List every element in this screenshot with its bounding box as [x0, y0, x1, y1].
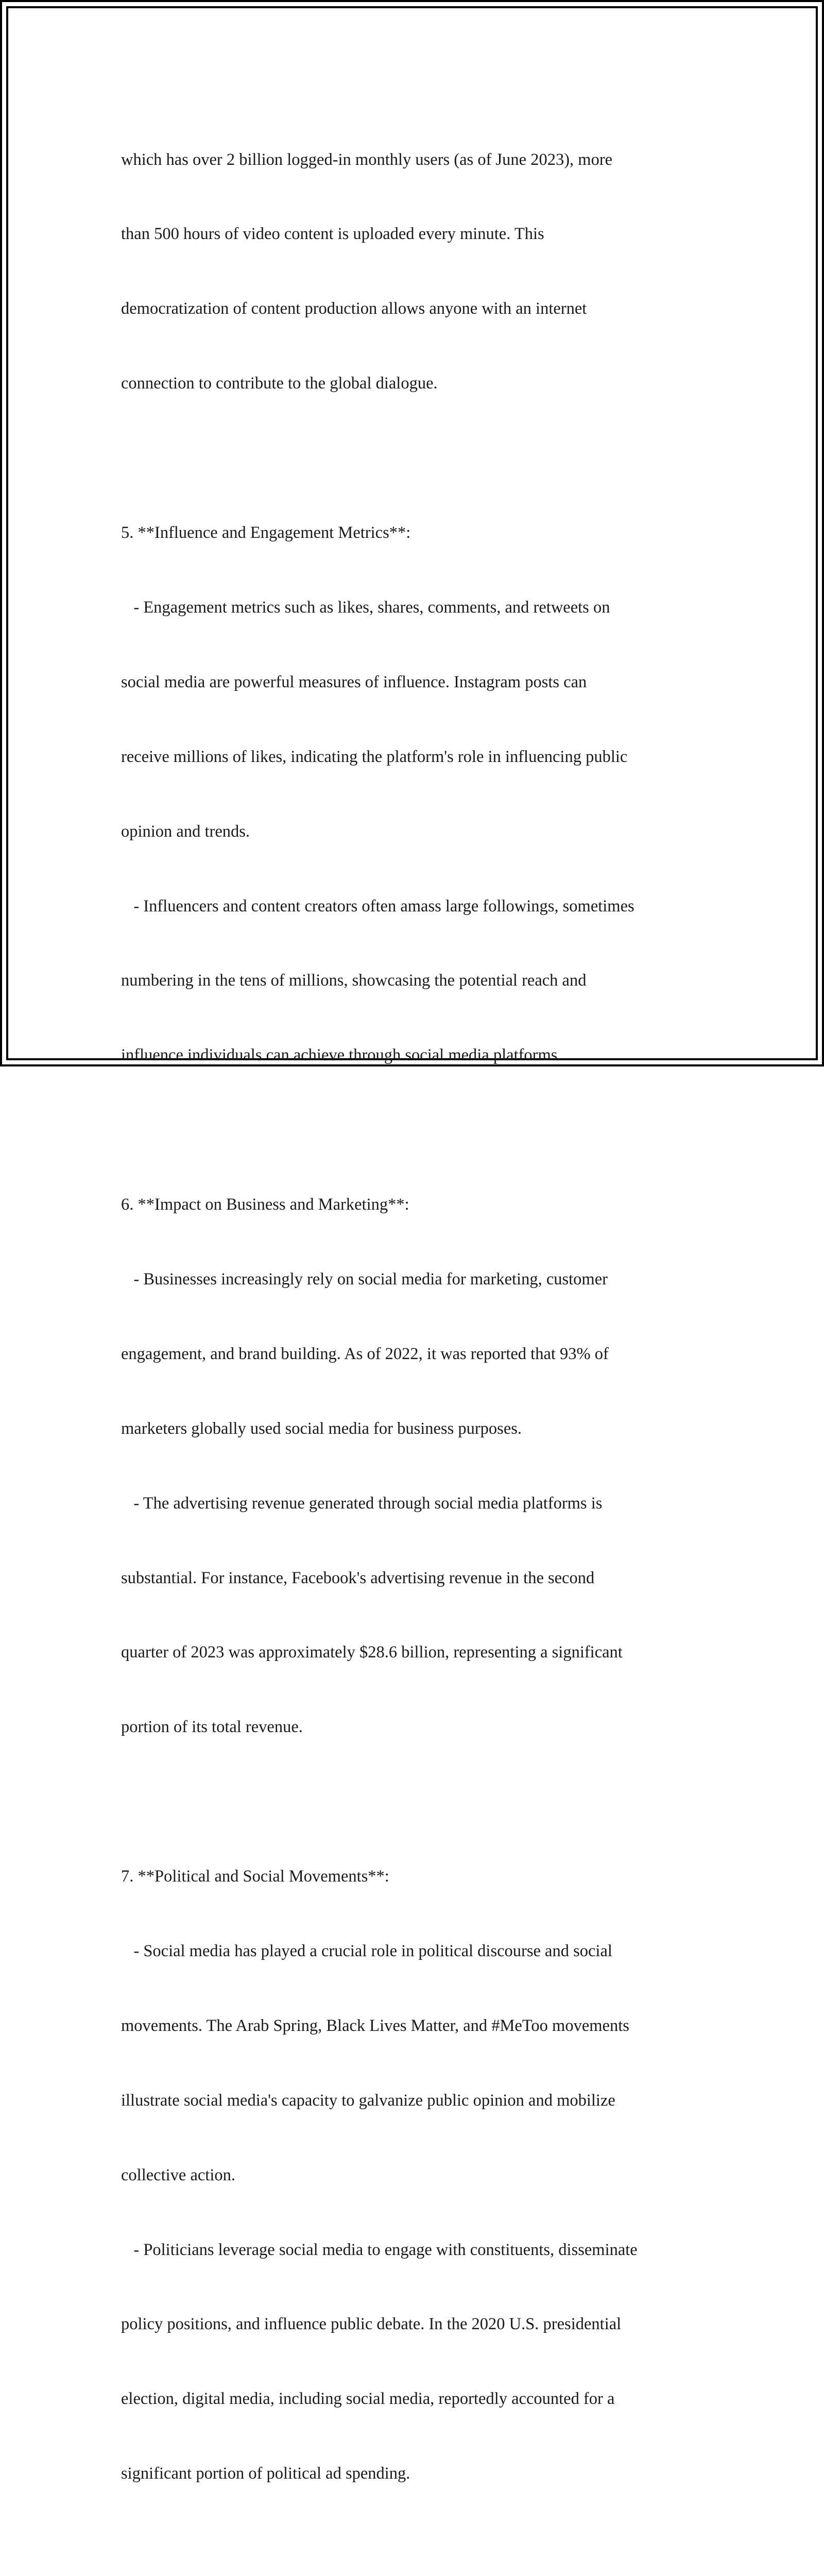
text-line: connection to contribute to the global dialogue.	[121, 374, 438, 393]
text-line: social media are powerful measures of influence. Instagram posts can	[121, 672, 587, 691]
text-line: marketers globally used social media for business purposes.	[121, 1419, 522, 1438]
text-line: - Social media has played a crucial role in political discourse and social	[121, 1941, 612, 1960]
section-heading: 5. **Influence and Engagement Metrics**:	[121, 523, 411, 543]
text-line: - The advertising revenue generated through social media platforms is	[121, 1494, 603, 1513]
text-line: opinion and trends.	[121, 822, 250, 841]
text-line: - Politicians leverage social media to engage with constituents, disseminate	[121, 2240, 638, 2259]
text-line: engagement, and brand building. As of 2022, it was reported that 93% of	[121, 1344, 609, 1363]
text-line: democratization of content production allows anyone with an internet	[121, 299, 587, 318]
text-line: portion of its total revenue.	[121, 1718, 303, 1737]
text-line: - Influencers and content creators often amass large followings, sometimes	[121, 896, 634, 916]
text-line: - Engagement metrics such as likes, shares, comments, and retweets on	[121, 598, 610, 617]
document-body	[121, 97, 718, 2576]
blank-line	[121, 2536, 718, 2561]
text-line: policy positions, and influence public debate. In the 2020 U.S. presidential	[121, 2315, 622, 2334]
text-line: which has over 2 billion logged-in monthly users (as of June 2023), more	[121, 150, 613, 169]
text-line: - Businesses increasingly rely on social media for marketing, customer	[121, 1269, 608, 1289]
section-heading: 6. **Impact on Business and Marketing**:	[121, 1195, 409, 1214]
blank-line	[121, 446, 718, 470]
text-line: illustrate social media's capacity to galvanize public opinion and mobilize	[121, 2091, 615, 2110]
text-line: substantial. For instance, Facebook's advertising revenue in the second	[121, 1568, 595, 1587]
text-line: election, digital media, including social media, reportedly accounted for a	[121, 2389, 615, 2409]
text-line: influence individuals can achieve through social media platforms.	[121, 1046, 562, 1065]
text-line: numbering in the tens of millions, showcasing the potential reach and	[121, 971, 587, 990]
blank-line	[121, 1789, 718, 1814]
text-line: collective action.	[121, 2165, 235, 2184]
text-line: significant portion of political ad spending.	[121, 2464, 410, 2483]
blank-line	[121, 1117, 718, 1142]
text-line: quarter of 2023 was approximately $28.6 billion, representing a significant	[121, 1643, 623, 1662]
text-line: movements. The Arab Spring, Black Lives Matter, and #MeToo movements	[121, 2016, 629, 2035]
text-line: than 500 hours of video content is uploaded every minute. This	[121, 225, 544, 244]
text-line: receive millions of likes, indicating the platform's role in influencing public	[121, 747, 628, 766]
section-heading: 7. **Political and Social Movements**:	[121, 1867, 389, 1886]
